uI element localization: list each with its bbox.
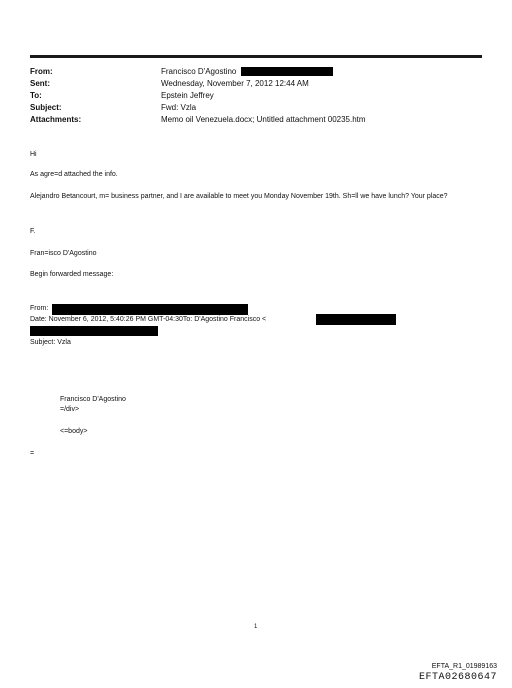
signature: Fran=isco D'Agostino — [30, 250, 97, 257]
subject-row — [30, 103, 490, 113]
body-line-1: As agre=d attached the info. — [30, 171, 118, 178]
forward-div-tag: =/div> — [60, 406, 80, 413]
sent-label: Sent: — [30, 79, 50, 88]
from-value — [161, 67, 333, 77]
forward-date-line: Date: November 6, 2012, 5:40:26 PM GMT-04:30To: D'Agostino Francisco < — [30, 316, 267, 323]
header-rule — [30, 55, 482, 58]
redaction-box — [316, 314, 396, 325]
to-value: Epstein Jeffrey — [161, 91, 214, 100]
to-row — [30, 91, 490, 101]
forward-body-tag: <=body> — [60, 428, 88, 435]
redaction-box — [52, 304, 248, 315]
redaction-box — [241, 67, 333, 76]
signoff: F. — [30, 228, 36, 235]
forward-subject-line: Subject: Vzla — [30, 339, 71, 346]
subject-label: Subject: — [30, 103, 62, 112]
to-label: To: — [30, 91, 42, 100]
redaction-box — [30, 326, 158, 336]
sent-value: Wednesday, November 7, 2012 12:44 AM — [161, 79, 309, 88]
body-line-2: Alejandro Betancourt, m= business partner, and I are available to meet you Monday November 19th. Sh=ll we have lunch? Your place? — [30, 193, 448, 200]
attachments-value: Memo oil Venezuela.docx; Untitled attachment 00235.htm — [161, 115, 366, 124]
forward-from-label: From: — [30, 305, 49, 312]
forwarded-notice: Begin forwarded message: — [30, 271, 114, 278]
efta-reference-large: EFTA02680647 — [418, 672, 497, 683]
efta-reference-small: EFTA_R1_01989163 — [431, 663, 497, 670]
attachments-row — [30, 115, 490, 125]
from-row — [30, 67, 490, 77]
attachments-label: Attachments: — [30, 115, 82, 124]
trailing-equals: = — [30, 450, 35, 457]
from-label: From: — [30, 67, 53, 76]
greeting: Hi — [30, 151, 37, 158]
page-number: 1 — [254, 624, 258, 630]
forward-signature-name: Francisco D'Agostino — [60, 396, 126, 403]
from-name: Francisco D'Agostino — [161, 67, 237, 76]
subject-value: Fwd: Vzla — [161, 103, 197, 112]
sent-row — [30, 79, 490, 89]
